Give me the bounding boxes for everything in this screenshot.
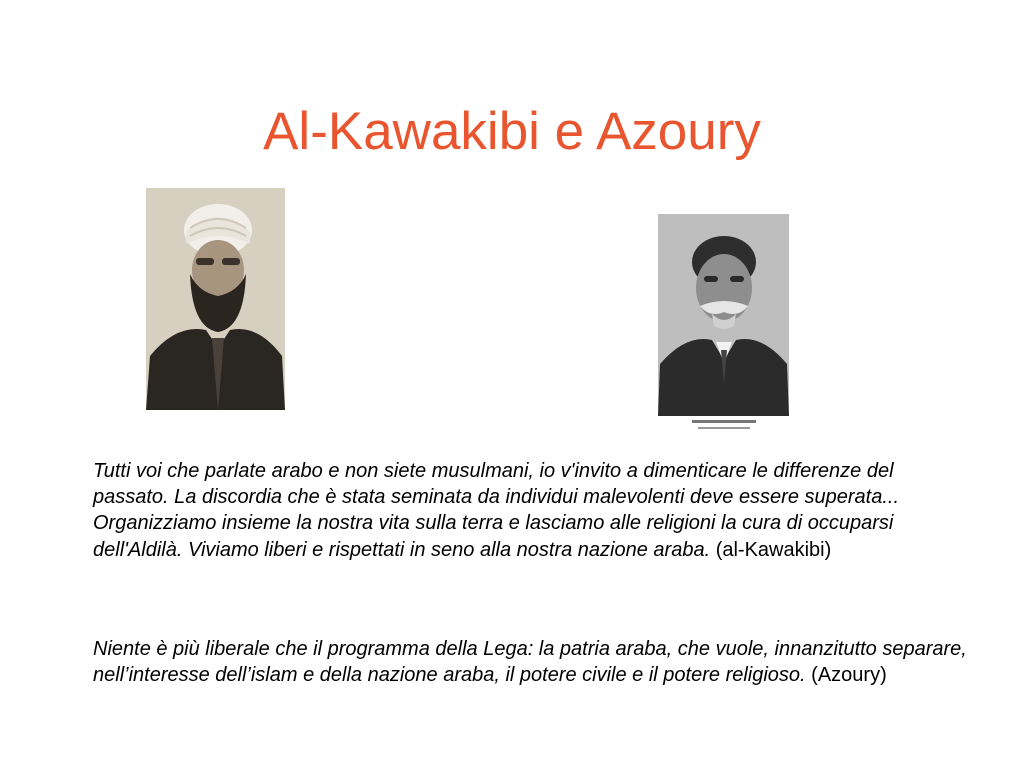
slide-title: Al-Kawakibi e Azoury — [263, 102, 761, 161]
quote-attribution: (Azoury) — [805, 664, 887, 687]
quote-al-kawakibi — [93, 458, 973, 563]
portrait-photo-icon — [146, 188, 285, 410]
portrait-photo-icon — [658, 214, 789, 436]
quote-attribution: (al-Kawakibi) — [710, 538, 832, 561]
quote-azoury — [93, 636, 973, 688]
quote-text: Tutti voi che parlate arabo e non siete musulmani, io v'invito a dimenticare le differenze del passato. La discordia che è stata seminata da individui malevolenti deve essere superata... Organizziamo insieme la nostra vita sulla terra e lasciamo alle religioni la cura di occuparsi dell'Aldilà. Viviamo liberi e rispettati in seno alla nostra nazione araba. — [93, 460, 900, 561]
portrait-azoury — [658, 214, 789, 436]
quote-text: Niente è più liberale che il programma della Lega: la patria araba, che vuole, innanzitutto separare, nell’interesse dell’islam e della nazione araba, il potere civile e il potere religioso. — [93, 638, 967, 687]
portrait-al-kawakibi — [146, 188, 285, 410]
